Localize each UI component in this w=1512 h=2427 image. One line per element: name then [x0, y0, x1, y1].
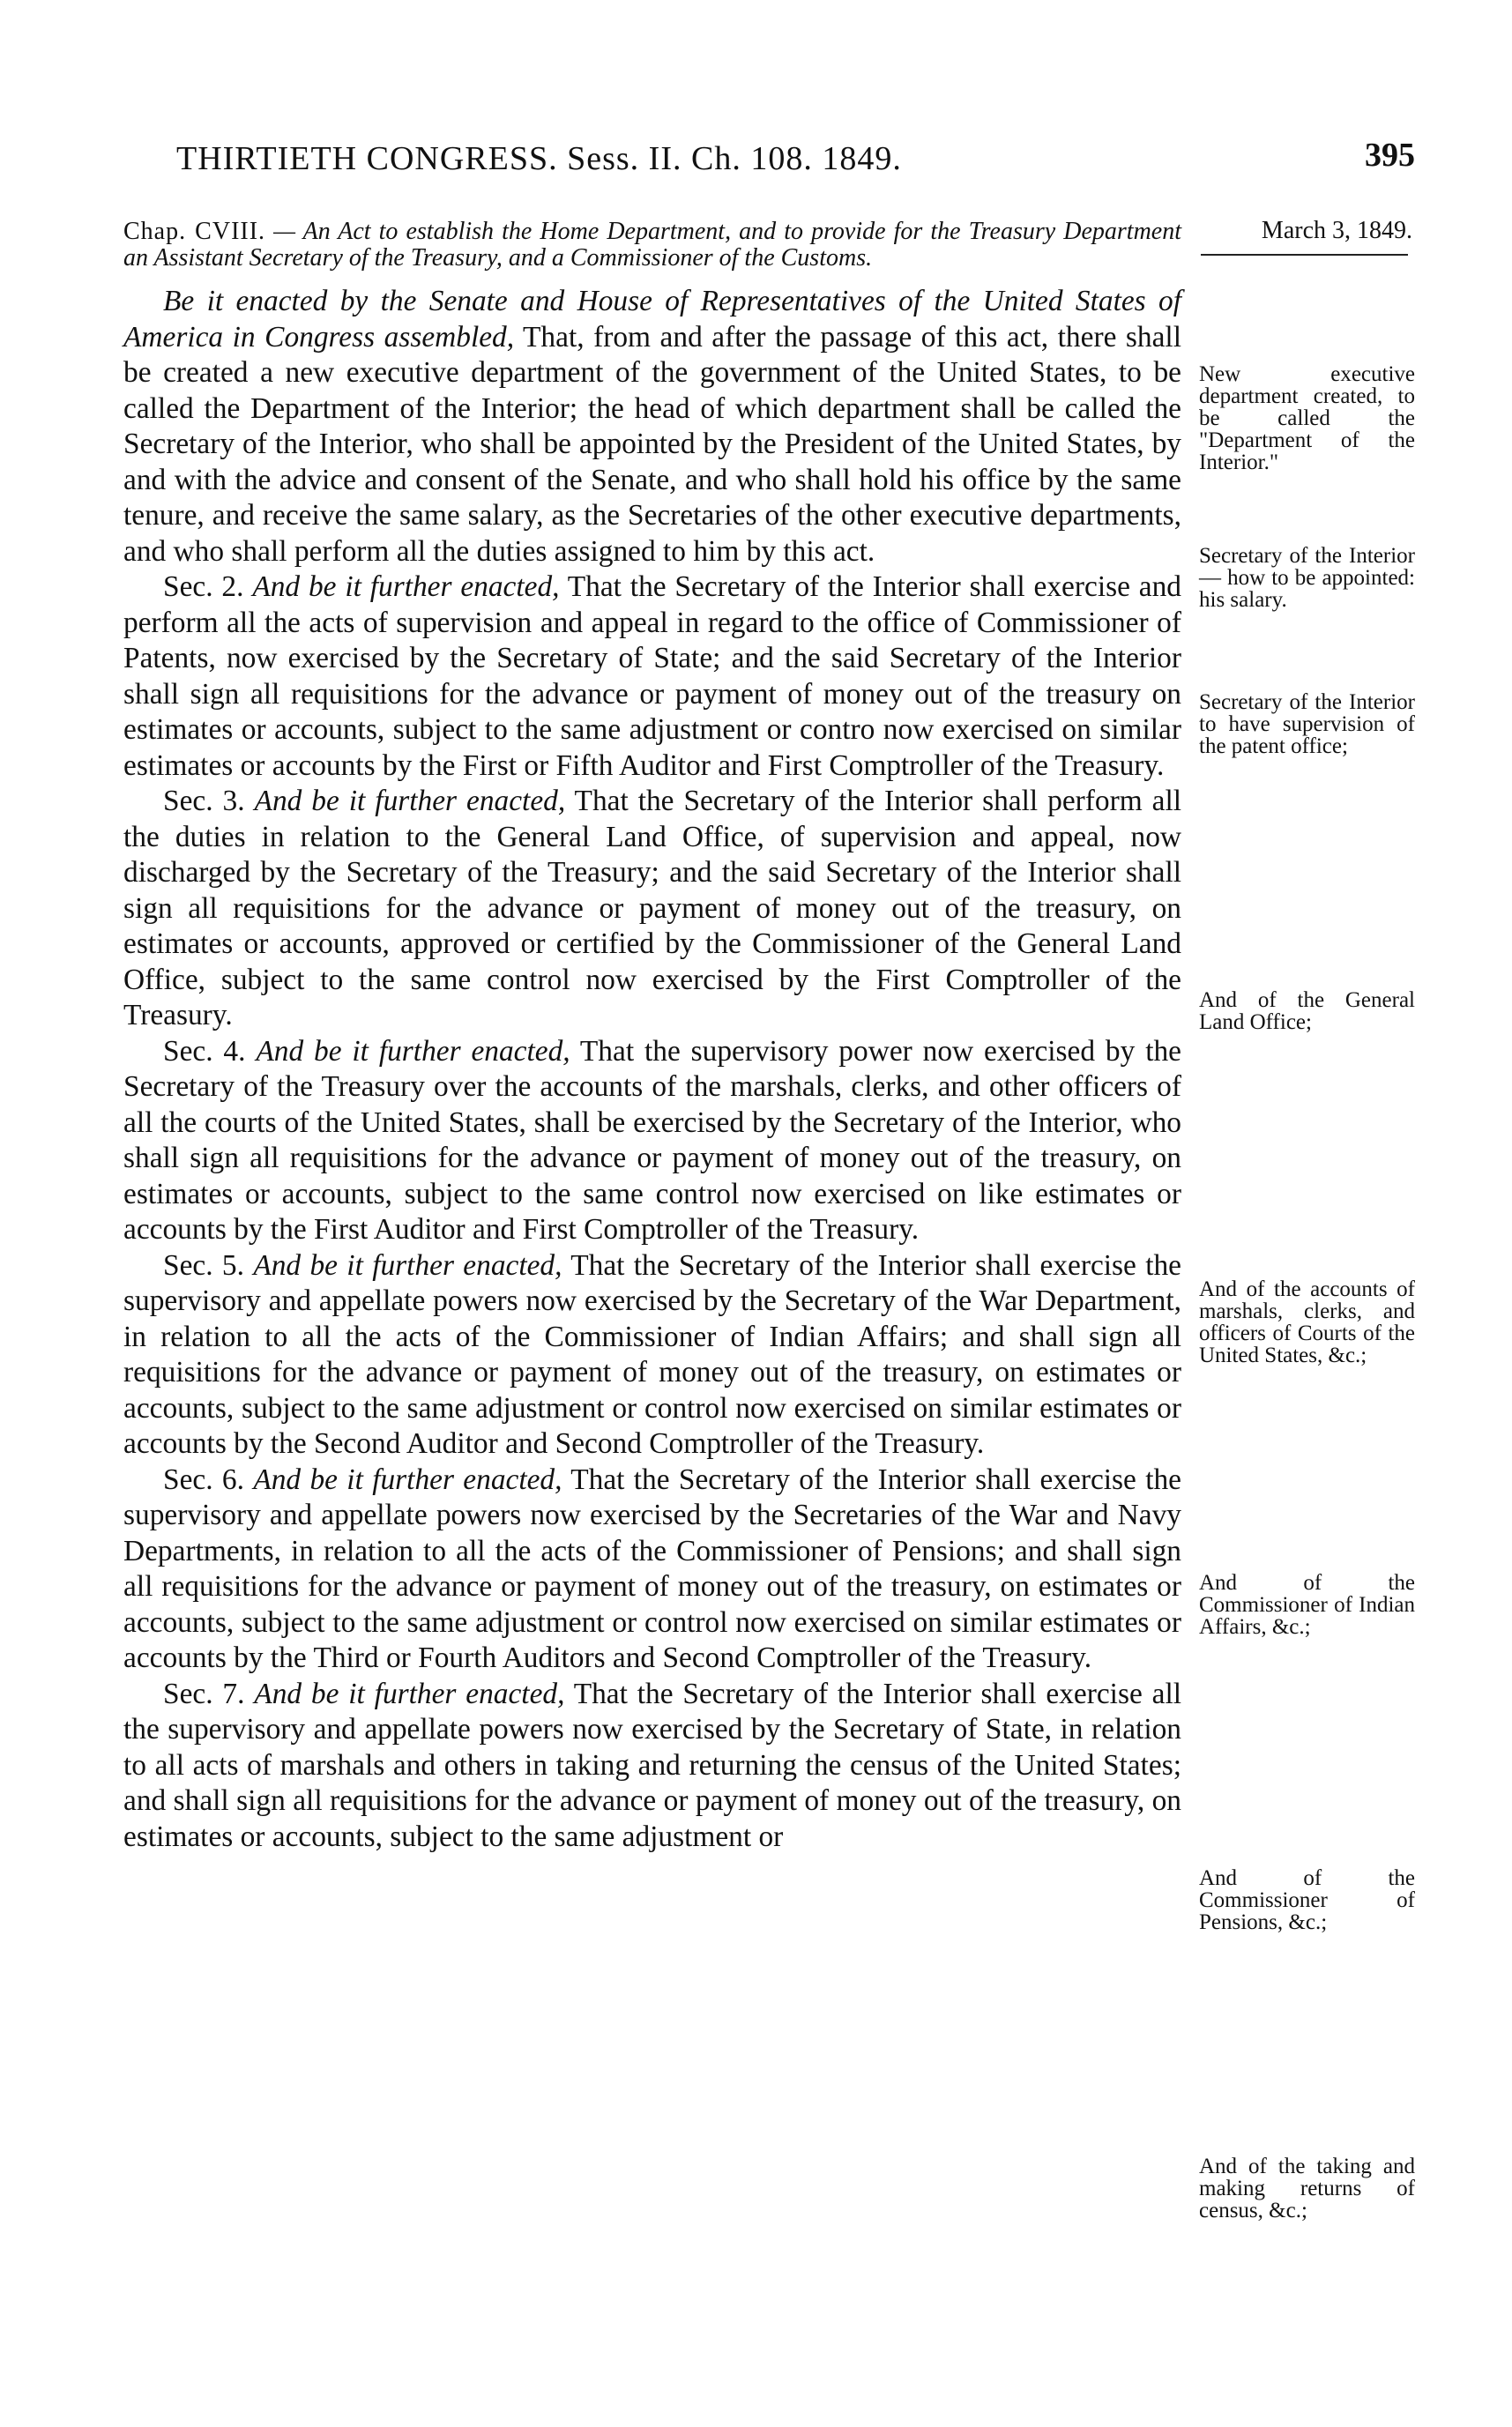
- chapter-heading: [123, 219, 1181, 272]
- section-label: Sec. 6.: [163, 1463, 244, 1496]
- further-enacted: And be it further enacted,: [252, 570, 560, 603]
- further-enacted: And be it further enacted,: [253, 1248, 562, 1282]
- section-label: Sec. 3.: [163, 785, 245, 817]
- date-rule: [1201, 254, 1408, 256]
- margin-note: And of the Commissioner of Pensions, &c.;: [1199, 1866, 1415, 1934]
- section-text: That the Secretary of the Interior shall exercise all the supervisory and appellate powers now exercised by the Secretary of State, in relation to all acts of marshals and others in taking and returning the census of the United States; and shall sign all requisitions for the advance or payment of money out of the treasury, on estimates or accounts, subject to the same adjustment or: [123, 1677, 1181, 1853]
- section-1: [123, 284, 1181, 570]
- section-4: [123, 1034, 1181, 1248]
- margin-note: New executive department created, to be called the "Department of the Interior.": [1199, 362, 1415, 474]
- running-head: THIRTIETH CONGRESS. Sess. II. Ch. 108. 1849.: [176, 140, 902, 177]
- section-text: That the supervisory power now exercised by the Secretary of the Treasury over the accounts of the marshals, clerks, and other officers of all the courts of the United States, shall be exercised by the Secretary of the Interior, who shall sign all requisitions for the advance or payment of money out of the treasury, on estimates or accounts, subject to the same control now exercised on like estimates or accounts by the First Auditor and First Comptroller of the Treasury.: [123, 1034, 1181, 1246]
- section-2: [123, 570, 1181, 784]
- section-3: [123, 784, 1181, 1034]
- margin-note: And of the taking and making returns of census, &c.;: [1199, 2155, 1415, 2222]
- section-1-text: That, from and after the passage of this act, there shall be created a new executive department of the government of the United States, to be called the Department of the Interior; the head of which department shall be called the Secretary of the Interior, who shall be appointed by the President of the United States, by and with the advice and consent of the Senate, and who shall hold his office by the same tenure, and receive the same salary, as the Secretaries of the other executive departments, and who shall perform all the duties assigned to him by this act.: [123, 320, 1181, 568]
- page-number: 395: [1365, 137, 1415, 174]
- further-enacted: And be it further enacted,: [253, 1463, 562, 1496]
- margin-note: And of the Commissioner of Indian Affairs, &c.;: [1199, 1571, 1415, 1639]
- section-label: Sec. 2.: [163, 570, 244, 603]
- section-label: Sec. 7.: [163, 1677, 245, 1710]
- section-text: That the Secretary of the Interior shall perform all the duties in relation to the General Land Office, of supervision and appeal, now discharged by the Secretary of the Treasury; and the said Secretary of the Interior shall sign all requisitions for the advance or payment of money out of the treasury, on estimates or accounts, approved or certified by the Commissioner of the General Land Office, subject to the same control now exercised by the First Comptroller of the Treasury.: [123, 785, 1181, 1031]
- page-header: [176, 139, 1415, 182]
- margin-note: Secretary of the Interior — how to be appointed: his salary.: [1199, 544, 1415, 612]
- enacting-clause: Be it enacted by the Senate and House of Representatives of the United States of America in Congress assembled,: [123, 285, 1181, 354]
- section-text: That the Secretary of the Interior shall exercise and perform all the acts of supervision and appeal in regard to the office of Commissioner of Patents, now exercised by the Secretary of State; and the said Secretary of the Interior shall sign all requisitions for the advance or payment of money out of the treasury on estimates or accounts, subject to the same adjustment or contro now exercised on similar estimates or accounts by the First or Fifth Auditor and First Comptroller of the Treasury.: [123, 570, 1181, 782]
- section-text: That the Secretary of the Interior shall exercise the supervisory and appellate powers now exercised by the Secretaries of the War and Navy Departments, in relation to all the acts of the Commissioner of Pensions; and shall sign all requisitions for the advance or payment of money out of the treasury, on estimates or accounts, subject to the same adjustment or control now exercised on similar estimates or accounts by the Third or Fourth Auditors and Second Comptroller of the Treasury.: [123, 1463, 1181, 1674]
- further-enacted: And be it further enacted,: [256, 1034, 570, 1068]
- further-enacted: And be it further enacted,: [254, 1677, 565, 1710]
- main-text: [123, 219, 1181, 1855]
- margin-note: And of the accounts of marshals, clerks, and officers of Courts of the United States, &c.;: [1199, 1277, 1415, 1367]
- margin-note: Secretary of the Interior to have supervision of the patent office;: [1199, 690, 1415, 758]
- section-label: Sec. 4.: [163, 1034, 246, 1068]
- chapter-label: Chap. CVIII.: [123, 218, 266, 245]
- section-7: [123, 1677, 1181, 1856]
- act-date: March 3, 1849.: [1261, 217, 1412, 244]
- chapter-title: — An Act to establish the Home Department, and to provide for the Treasury Department an Assistant Secretary of the Treasury, and a Commissioner of the Customs.: [123, 218, 1181, 272]
- further-enacted: And be it further enacted,: [254, 785, 566, 817]
- section-label: Sec. 5.: [163, 1248, 244, 1282]
- margin-note: And of the General Land Office;: [1199, 988, 1415, 1034]
- section-5: [123, 1248, 1181, 1463]
- section-text: That the Secretary of the Interior shall exercise the supervisory and appellate powers now exercised by the Secretary of the War Department, in relation to all the acts of the Commissioner of Indian Affairs; and shall sign all requisitions for the advance or payment of money out of the treasury, on estimates or accounts, subject to the same adjustment or control now exercised on similar estimates or accounts by the Second Auditor and Second Comptroller of the Treasury.: [123, 1248, 1181, 1460]
- section-6: [123, 1463, 1181, 1677]
